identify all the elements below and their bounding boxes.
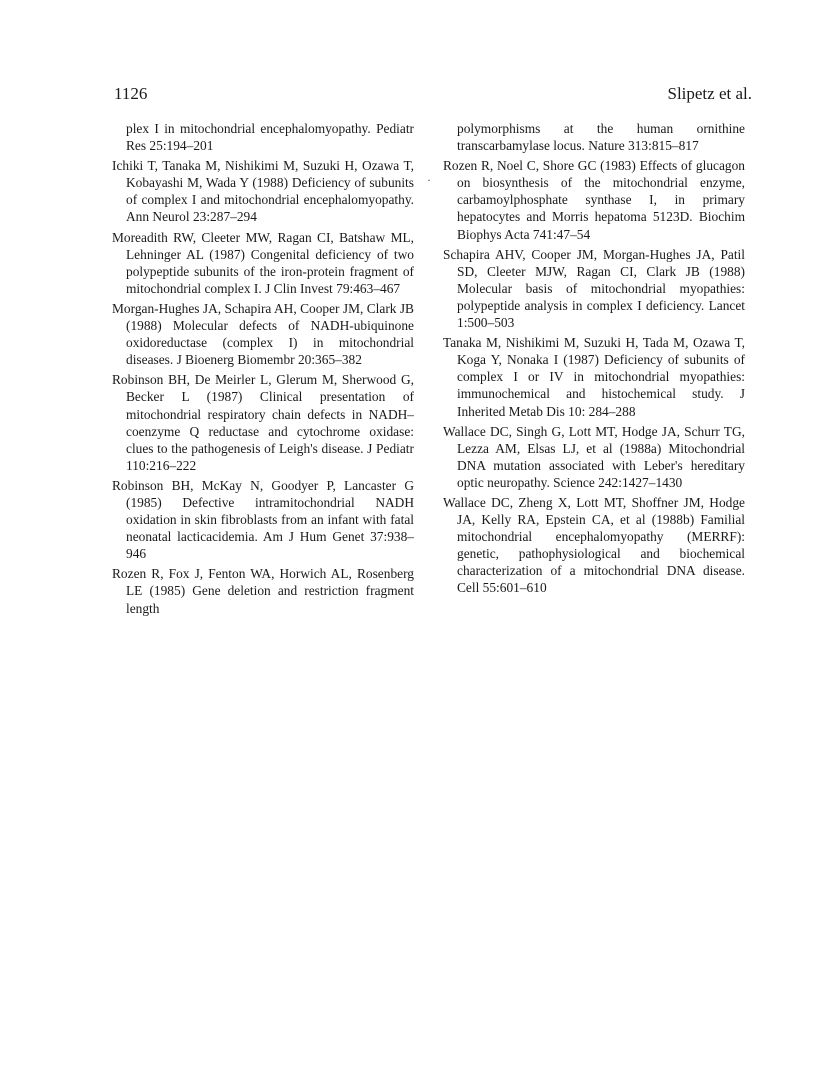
reference-entry: Morgan-Hughes JA, Schapira AH, Cooper JM, Clark JB (1988) Molecular defects of NADH-ubiquinone oxidoreductase (complex I) in mitochondrial diseases. J Bioenerg Biomembr 20:365–382 [112, 300, 414, 368]
reference-column-left [112, 120, 414, 620]
reference-entry: Robinson BH, McKay N, Goodyer P, Lancaster G (1985) Defective intramitochondrial NADH oxidation in skin fibroblasts from an infant with fatal neonatal lacticacidemia. Am J Hum Genet 37:938–946 [112, 477, 414, 562]
reference-entry: Wallace DC, Singh G, Lott MT, Hodge JA, Schurr TG, Lezza AM, Elsas LJ, et al (1988a) Mitochondrial DNA mutation associated with Leber's hereditary optic neuropathy. Science 242:1427–1430 [443, 423, 745, 490]
reference-entry: Ichiki T, Tanaka M, Nishikimi M, Suzuki H, Ozawa T, Kobayashi M, Wada Y (1988) Deficiency of subunits of complex I and mitochondrial encephalomyopathy. Ann Neurol 23:287–294 [112, 158, 414, 225]
reference-entry: Moreadith RW, Cleeter MW, Ragan CI, Batshaw ML, Lehninger AL (1987) Congenital deficiency of two polypeptide subunits of the iron-protein fragment of mitochondrial complex I. J Clin Invest 79:463–467 [112, 229, 414, 296]
reference-entry: Rozen R, Fox J, Fenton WA, Horwich AL, Rosenberg LE (1985) Gene deletion and restriction fragment length [112, 566, 414, 616]
reference-entry: polymorphisms at the human ornithine transcarbamylase locus. Nature 313:815–817 [457, 121, 745, 154]
reference-entry: Tanaka M, Nishikimi M, Suzuki H, Tada M, Ozawa T, Koga Y, Nonaka I (1987) Deficiency of subunits of complex I or IV in mitochondrial myopathies: immunochemical and histochemical study. J Inherited Metab Dis 10: 284–288 [443, 335, 745, 419]
reference-entry: Wallace DC, Zheng X, Lott MT, Shoffner JM, Hodge JA, Kelly RA, Epstein CA, et al (1988b) Familial mitochondrial encephalomyopathy (MERRF): genetic, pathophysiological and biochemical characterization of a mitochondrial DNA disease. Cell 55:601–610 [443, 494, 745, 596]
stray-mark: · [427, 173, 431, 187]
reference-column-right [443, 120, 745, 600]
reference-entry: Schapira AHV, Cooper JM, Morgan-Hughes JA, Patil SD, Cleeter MJW, Ragan CI, Clark JB (1988) Molecular basis of mitochondrial myopathies: polypeptide analysis in complex I deficiency. Lancet 1:500–503 [443, 246, 745, 331]
running-head: Slipetz et al. [667, 84, 752, 103]
reference-entry: plex I in mitochondrial encephalomyopathy. Pediatr Res 25:194–201 [126, 121, 414, 154]
page-number: 1126 [114, 84, 148, 103]
reference-entry: Rozen R, Noel C, Shore GC (1983) Effects of glucagon on biosynthesis of the mitochondrial enzyme, carbamoylphosphate synthase I, in primary hepatocytes and Morris hepatoma 5123D. Biochim Biophys Acta 741:47–54 [443, 158, 745, 242]
reference-entry: Robinson BH, De Meirler L, Glerum M, Sherwood G, Becker L (1987) Clinical presentation of mitochondrial respiratory chain defects in NADH–coenzyme Q reductase and cytochrome oxidase: clues to the pathogenesis of Leigh's disease. J Pediatr 110:216–222 [112, 372, 414, 473]
